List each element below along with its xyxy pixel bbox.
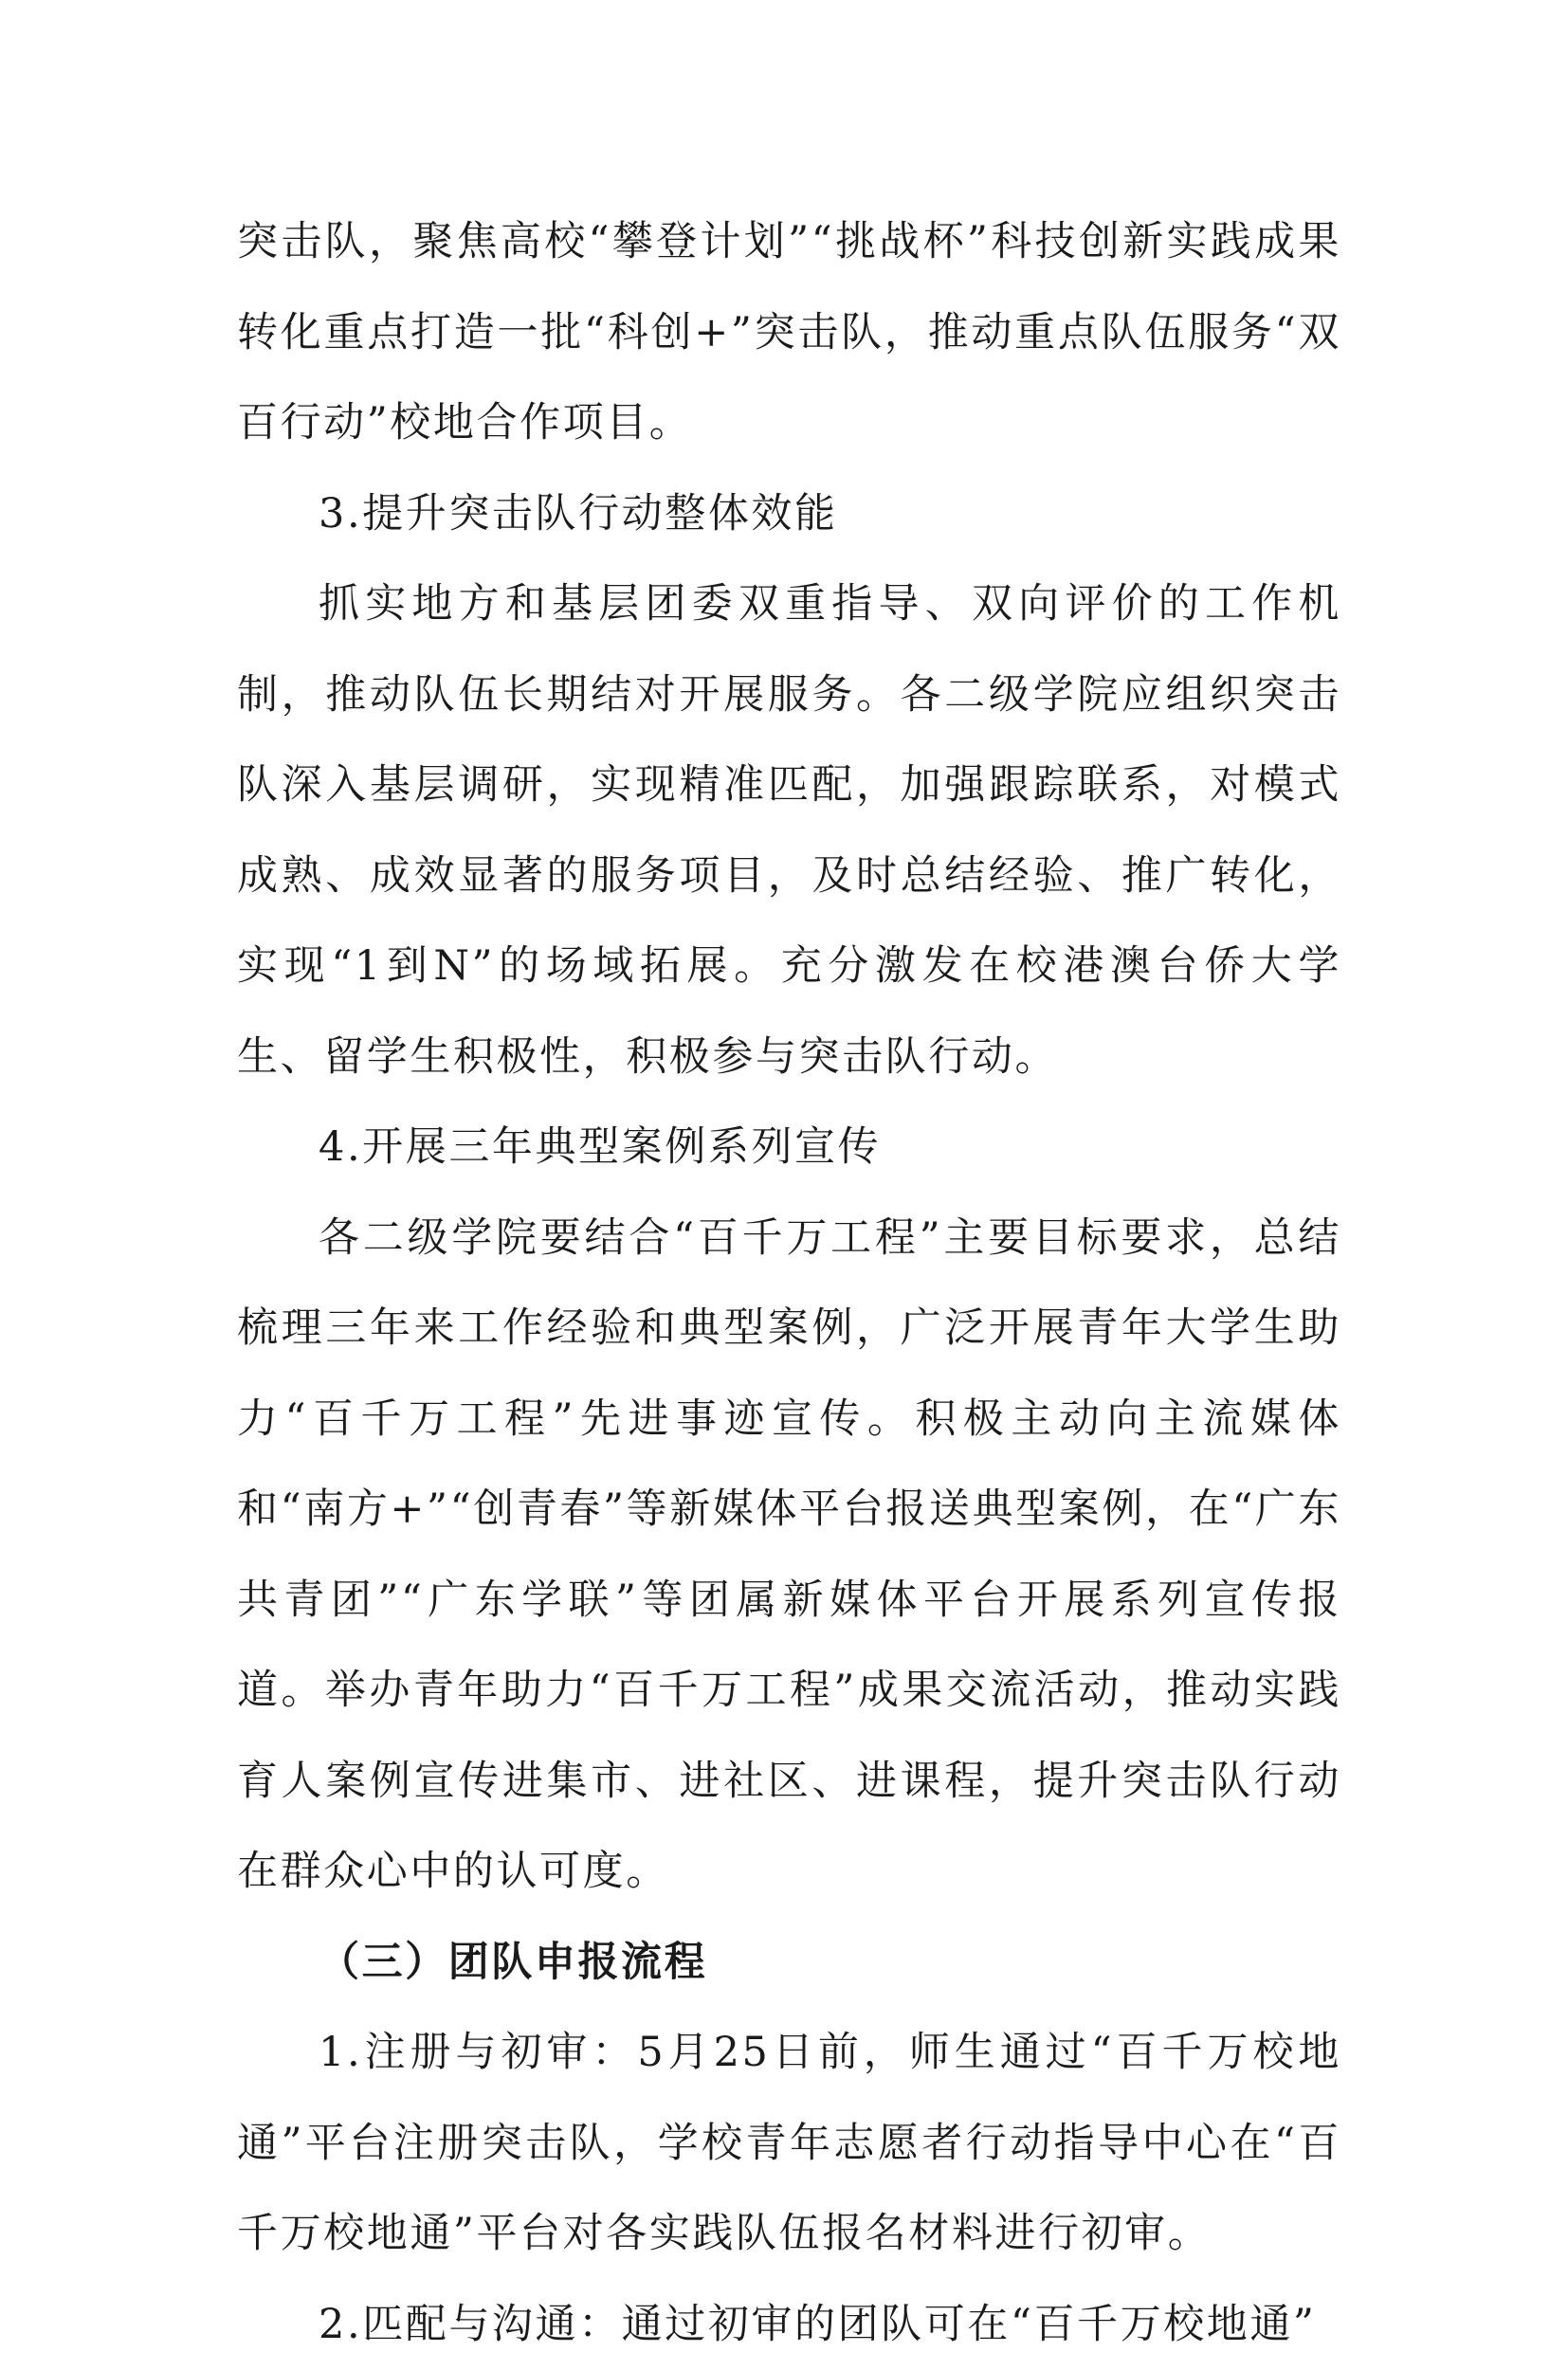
paragraph-registration: 1.注册与初审：5月25日前，师生通过“百千万校地通”平台注册突击队，学校青年志愿者行动指导中心在“百千万校地通”平台对各实践队伍报名材料进行初审。	[237, 2008, 1341, 2280]
document-body	[237, 197, 1341, 2370]
paragraph-matching: 2.匹配与沟通：通过初审的团队可在“百千万校地通”	[237, 2280, 1341, 2370]
paragraph-continuation: 突击队，聚焦高校“攀登计划”“挑战杯”科技创新实践成果转化重点打造一批“科创+”突击队，推动重点队伍服务“双百行动”校地合作项目。	[237, 197, 1341, 469]
paragraph-publicity: 各二级学院要结合“百千万工程”主要目标要求，总结梳理三年来工作经验和典型案例，广泛开展青年大学生助力“百千万工程”先进事迹宣传。积极主动向主流媒体和“南方+”“创青春”等新媒体平台报送典型案例，在“广东共青团”“广东学联”等团属新媒体平台开展系列宣传报道。举办青年助力“百千万工程”成果交流活动，推动实践育人案例宣传进集市、进社区、进课程，提升突击队行动在群众心中的认可度。	[237, 1194, 1341, 1918]
subheading-3: 3.提升突击队行动整体效能	[237, 469, 1341, 560]
paragraph-effectiveness: 抓实地方和基层团委双重指导、双向评价的工作机制，推动队伍长期结对开展服务。各二级学院应组织突击队深入基层调研，实现精准匹配，加强跟踪联系，对模式成熟、成效显著的服务项目，及时总结经验、推广转化，实现“1到N”的场域拓展。充分激发在校港澳台侨大学生、留学生积极性，积极参与突击队行动。	[237, 559, 1341, 1103]
section-heading-application-process: （三）团队申报流程	[237, 1918, 1341, 2009]
subheading-4: 4.开展三年典型案例系列宣传	[237, 1103, 1341, 1194]
